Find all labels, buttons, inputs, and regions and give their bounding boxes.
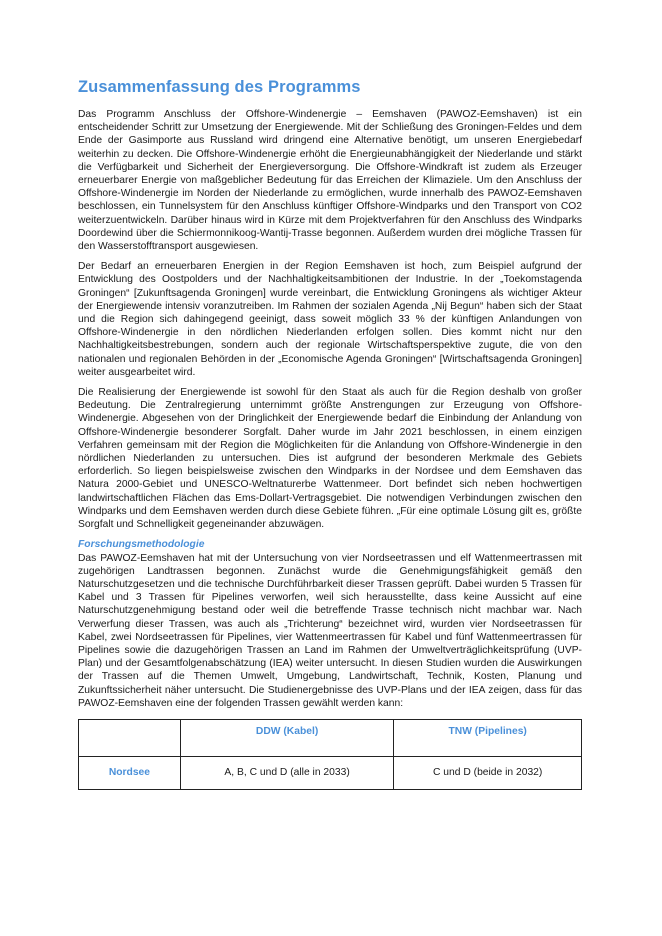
table-row-label: Nordsee [79, 756, 181, 789]
table-header-tnw: TNW (Pipelines) [394, 719, 582, 756]
paragraph-methodology: Das PAWOZ-Eemshaven hat mit der Untersuchung von vier Nordseetrassen und elf Wattenmeertrassen mit zugehörigen Landtrassen begonnen. Zunächst wurde die Genehmigungsfähigkeit gemäß den Naturschutzgesetzen und die technische Durchführbarkeit dieser Trassen geprüft. Dabei wurden 5 Trassen für Kabel und 3 Trassen für Pipelines verworfen, weil sich herausstellte, dass keine Aussicht auf eine Naturschutzgenehmigung bestand oder weil die betreffende Trasse technisch nicht machbar war. Nach Verwerfung dieser Trassen, was auch als „Trichterung“ bezeichnet wird, wurden vier Nordseetrassen für Kabel, zwei Nordseetrassen für Pipelines, vier Wattenmeertrassen für Kabel und fünf Wattenmeertrassen für Pipelines sowie die dazugehörigen Trassen an Land im Rahmen der Umweltverträglichkeitsprüfung (UVP-Plan) und der Gesamtfolgenabschätzung (IEA) weiter untersucht. In diesen Studien wurden die Auswirkungen der Trassen auf die Themen Umwelt, Umgebung, Landwirtschaft, Technik, Kosten, Planung und Zukunftssicherheit näher untersucht. Die Studienergebnisse des UVP-Plans und der IEA zeigen, dass für das PAWOZ-Eemshaven eine der folgenden Trassen gewählt werden kann: [78, 552, 582, 709]
page-title: Zusammenfassung des Programms [78, 78, 361, 96]
paragraph-intro: Das Programm Anschluss der Offshore-Windenergie – Eemshaven (PAWOZ-Eemshaven) ist ein entscheidender Schritt zur Umsetzung der Energiewende. Mit der Schließung des Groningen-Feldes und dem Ende der Gasimporte aus Russland wird dringend eine Alternative benötigt, um unseren Energiebedarf weiterhin zu decken. Die Offshore-Windenergie erhöht die Energieunabhängigkeit der Niederlande und stärkt die Verfügbarkeit und Sicherheit der Energieversorgung. Die Offshore-Windkraft ist zudem als Erzeuger erneuerbarer Energie von maßgeblicher Bedeutung für das Erreichen der Klimaziele. Um den Anschluss der Offshore-Windenergie im Norden der Niederlande zu ermöglichen, wurde innerhalb des PAWOZ-Eemshaven beschlossen, ein Tunnelsystem für den Anschluss künftiger Offshore-Windparks und den Transport von CO2 weiterzuentwickeln. Darüber hinaus wird in Kürze mit dem Projektverfahren für den Anschluss des Windparks Doordewind über die Schiermonnikoog-Wantij-Trasse begonnen. Außerdem wurden drei mögliche Trassen für den Wasserstofftransport ausgewiesen. [78, 109, 582, 253]
section-heading: Forschungsmethodologie [78, 539, 205, 551]
table-row [79, 756, 582, 789]
table-cell-tnw: C und D (beide in 2032) [394, 756, 582, 789]
table-header-row [79, 719, 582, 756]
table-header-ddw: DDW (Kabel) [180, 719, 394, 756]
table-cell-ddw: A, B, C und D (alle in 2033) [180, 756, 394, 789]
table-header-empty [79, 719, 181, 756]
paragraph-realization: Die Realisierung der Energiewende ist sowohl für den Staat als auch für die Region deshalb von großer Bedeutung. Die Zentralregierung unternimmt größte Anstrengungen zur Erzeugung von Offshore-Windenergie. Abgesehen von der Dringlichkeit der Energiewende bedarf die Einbindung der Anlandung von Offshore-Windenergie besonderer Sorgfalt. Daher wurde im Jahr 2021 beschlossen, in einem einzigen Verfahren gemeinsam mit der Region die Möglichkeiten für die Anlandung von Offshore-Windenergie in den nördlichen Niederlanden zu untersuchen. Dies ist aufgrund der besonderen Merkmale des Gebiets erforderlich. So liegen beispielsweise zwischen den Windparks in der Nordsee und dem Eemshaven das Natura 2000-Gebiet und UNESCO-Weltnaturerbe Wattenmeer. Dort befindet sich neben hochwertigen landwirtschaftlichen Flächen das Ems-Dollart-Vertragsgebiet. Die notwendigen Verbindungen zwischen den Windparks und dem Eemshaven werden durch diese Gebiete führen. „Für eine optimale Lösung gilt es, größte Sorgfalt und Schnelligkeit gegeneinander abzuwägen. [78, 387, 582, 531]
paragraph-demand: Der Bedarf an erneuerbaren Energien in der Region Eemshaven ist hoch, zum Beispiel aufgrund der Entwicklung des Oostpolders und der Nachhaltigkeitsambitionen der Industrie. In der „Toekomstagenda Groningen“ [Zukunftsagenda Groningen] wurde vereinbart, die Entwicklung Groningens als wichtiger Akteur der Energiewende intensiv voranzutreiben. Im Rahmen der sozialen Agenda „Nij Begun“ haben sich der Staat und die Region sich dahingegend geeinigt, dass soweit möglich 33 % der künftigen Anlandungen von Offshore-Windenergie in den nördlichen Niederlanden erfolgen sollen. Dies kommt nicht nur den Nachhaltigkeitsbestrebungen, sondern auch der regionale Wirtschaftsperspektive zugute, die von den nationalen und regionalen Behörden in der „Economische Agenda Groningen“ [Wirtschaftsagenda Groningen] weiter ausgearbeitet wird. [78, 261, 582, 378]
routes-table [78, 719, 582, 790]
